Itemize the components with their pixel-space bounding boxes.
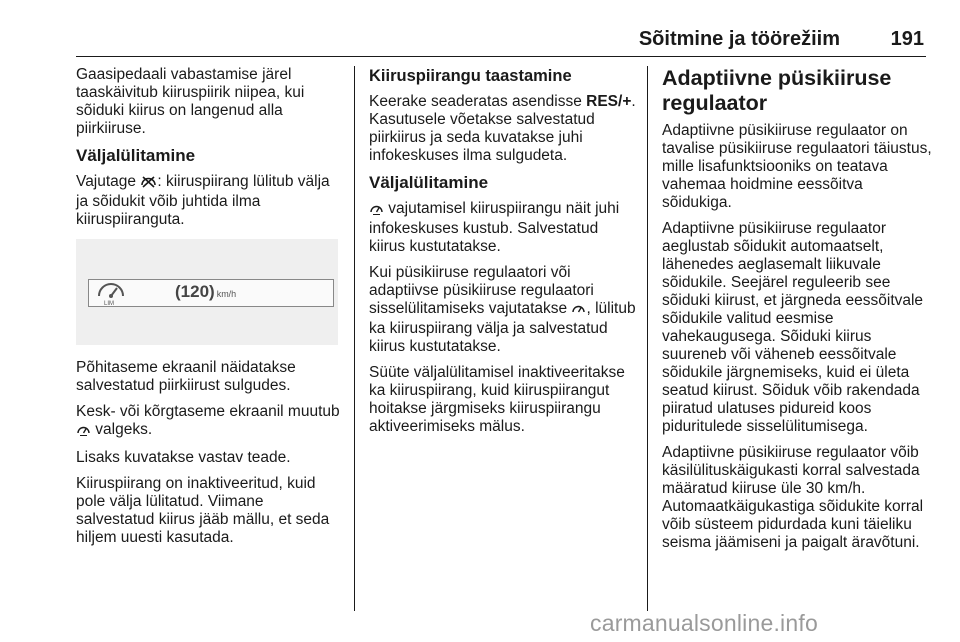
paragraph-mid-display: Kesk- või kõrgtaseme ekraanil muutub valgeks. (76, 403, 346, 441)
paragraph-ignition: Süüte väljalülitamisel inaktiveeritakse ka kiiruspiirang, kuid kiiruspiirangut hoitakse järgmiseks kiiruspiirangu aktiveerimiseks mälus. (369, 364, 625, 435)
paragraph-adaptive-intro: Adaptiivne püsikiiruse regulaator on tavalise püsikiiruse regulaatori täiustus, mille lisafunktsiooniks on teatava vahemaa hoidmine eessõitva sõidukiga. (662, 122, 932, 211)
paragraph-adaptive-behavior: Adaptiivne püsikiiruse regulaator aeglustab sõidukit automaatselt, lähenedes aeglasemalt liikuvale sõidukile. Seejärel reguleerib see sõiduki kiirust, et järgneda eessõitvale sõidukile valitud eesmise vahekaugusega. Sõiduki kiirus suureneb või väheneb eessõitvale sõidukile järgnemiseks, kuid ei ületa seatud kiirust. Sõiduk võib rakendada piiratud ulatuses pidureid koos piduritulede sisselülitumisega. (662, 220, 924, 435)
column-2 (369, 66, 637, 444)
paragraph-restore: Keerake seaderatas asendisse RES/+. Kasutusele võetakse salvestatud piirkiirus ja seda kuvatakse juhi infokeskuses ilma sulgudeta. (369, 93, 636, 164)
watermark: carmanualsonline.info (590, 610, 818, 636)
heading-deactivation-2: Väljalülitamine (369, 173, 489, 192)
column-1 (76, 66, 346, 555)
header-rule (76, 56, 926, 57)
speed-limiter-off-icon (140, 175, 157, 193)
column-divider-1 (354, 66, 355, 611)
paragraph-base-display: Põhitaseme ekraanil näidatakse salvestatud piirkiirust sulgudes. (76, 359, 296, 394)
speed-limiter-icon (76, 423, 91, 441)
paragraph-inactive: Kiiruspiirang on inaktiveeritud, kuid pole välja lülitatud. Viimane salvestatud kiirus jääb mällu, et seda hiljem uuesti kasutada. (76, 475, 330, 546)
column-divider-2 (647, 66, 648, 611)
heading-restore: Kiiruspiirangu taastamine (369, 67, 572, 85)
display-speed-value: (120) km/h (175, 282, 237, 301)
speed-limiter-lim-icon (95, 280, 129, 311)
paragraph-adaptive-gearbox: Adaptiivne püsikiiruse regulaator võib käsilülituskäigukasti korral salvestada määratud kiiruse üle 30 km/h. Automaatkäigukastiga sõidukite korral võib süsteem pidurdada kuni täieliku seisma jäämiseni ja paigalt äravõtuni. (662, 444, 924, 551)
paragraph-press-button: Vajutage : kiiruspiirang lülitub välja ja sõidukit võib juhtida ilma kiiruspiiranguta. (76, 173, 330, 228)
section-title: Sõitmine ja töörežiim (638, 28, 840, 50)
cruise-control-icon (571, 302, 586, 320)
paragraph-cruise-switch: Kui püsikiiruse regulaatori või adaptiivse püsikiiruse regulaatori sisselülitamiseks vajutatakse , lülitub ka kiiruspiirang välja ja salvestatud kiirus kustutatakse. (369, 264, 636, 355)
display-speed-unit: km/h (216, 289, 237, 299)
paragraph-resume: Gaasipedaali vabastamise järel taaskäivitub kiiruspiirik niipea, kui sõiduki kiirus on langenud alla piirkiiruse. (76, 66, 305, 137)
heading-deactivation: Väljalülitamine (76, 146, 196, 165)
speed-limiter-icon (369, 202, 384, 220)
res-label: RES/+ (586, 93, 632, 110)
column-3 (662, 66, 932, 560)
cluster-display-illustration (76, 239, 338, 345)
heading-adaptive-cruise: Adaptiivne püsikiiruse regulaator (662, 66, 892, 115)
page-header (0, 0, 960, 60)
paragraph-press-limiter: vajutamisel kiiruspiirangu näit juhi infokeskuses kustub. Salvestatud kiirus kustutatakse. (369, 200, 620, 255)
page-number: 191 (890, 28, 924, 50)
display-panel (88, 279, 334, 307)
svg-text:LIM: LIM (104, 301, 115, 306)
paragraph-message: Lisaks kuvatakse vastav teade. (76, 449, 291, 466)
